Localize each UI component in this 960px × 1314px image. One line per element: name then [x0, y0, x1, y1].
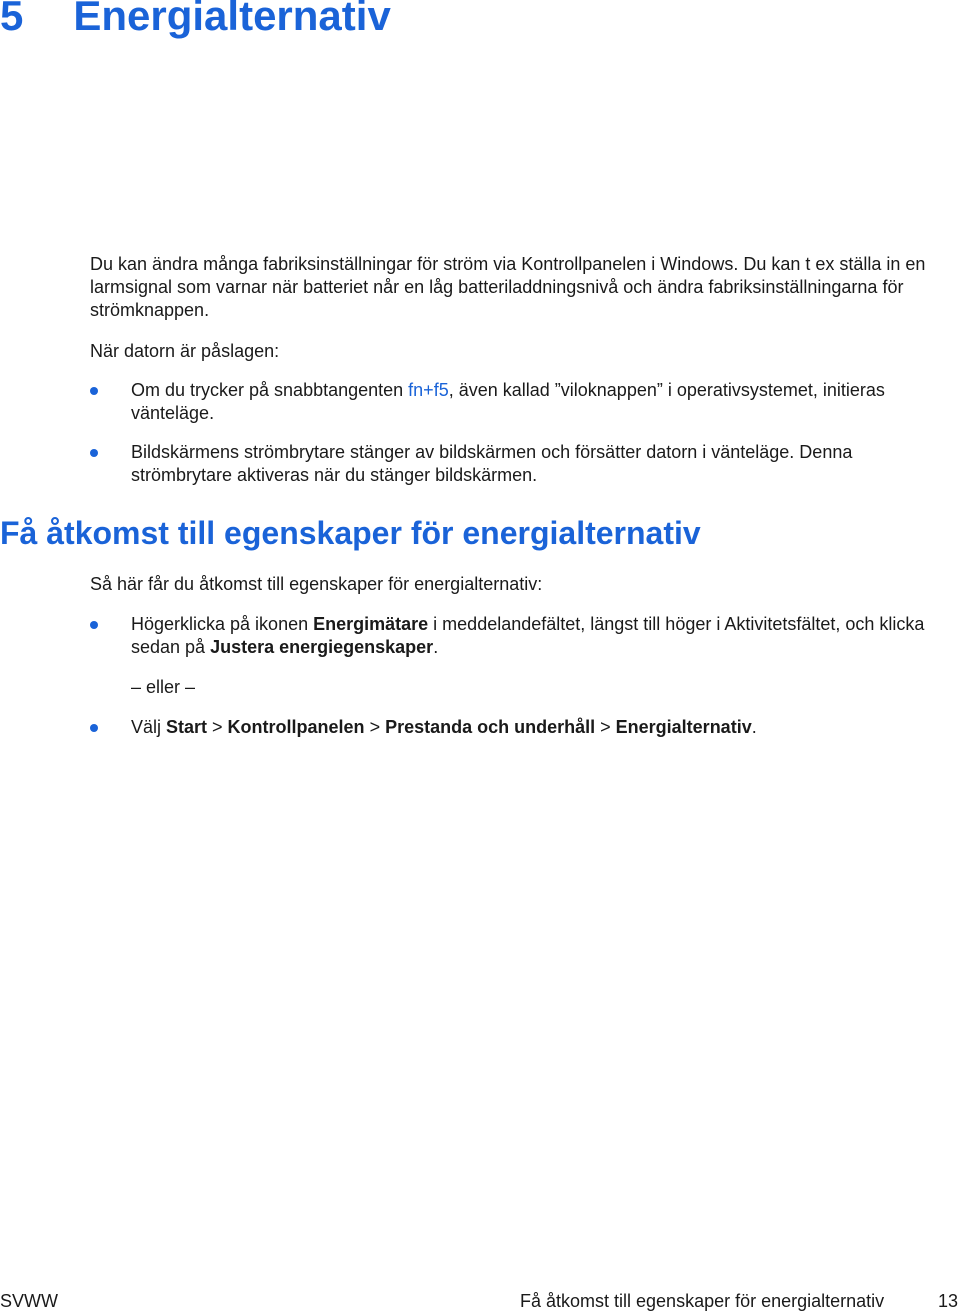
text-span: Välj — [131, 717, 167, 737]
ui-term: Energimätare — [313, 614, 429, 634]
hotkey-link[interactable]: fn+f5 — [408, 380, 449, 400]
text-span: . — [433, 637, 439, 657]
text-span: > — [595, 717, 616, 737]
section-heading: Få åtkomst till egenskaper för energialternativ — [0, 515, 701, 551]
or-separator: – eller – — [131, 677, 196, 697]
bullet-icon — [90, 387, 98, 395]
intro-paragraph: Du kan ändra många fabriksinställningar för ström via Kontrollpanelen i Windows. Du kan t ex ställa in en larmsignal som varnar när batteriet når en låg batteriladdningsnivå och ändra fabriksinställningarna för strömknappen. — [90, 254, 926, 320]
ui-term: Kontrollpanelen — [227, 717, 365, 737]
bullet-icon — [90, 724, 98, 732]
text-span: Högerklicka på ikonen — [131, 614, 314, 634]
list-item-text — [131, 379, 951, 425]
ui-term: Energialternativ — [615, 717, 752, 737]
text-span: i meddelandefältet, längst till höger i Aktivitetsfältet, och klicka sedan på — [131, 614, 925, 657]
list-item-text — [131, 716, 951, 739]
section-lead: Så här får du åtkomst till egenskaper för energialternativ: — [90, 574, 543, 594]
list-item-text: Bildskärmens strömbrytare stänger av bildskärmen och försätter datorn i vänteläge. Denna strömbrytare aktiveras när du stänger bildskärmen. — [131, 442, 853, 485]
text-span: > — [207, 717, 228, 737]
chapter-title-text: Energialternativ — [73, 0, 391, 39]
text-span: . — [751, 717, 757, 737]
chapter-number: 5 — [0, 0, 24, 39]
bullet-icon — [90, 449, 98, 457]
text-span: > — [364, 717, 386, 737]
ui-term: Prestanda och underhåll — [385, 717, 596, 737]
footer-left: SVWW — [0, 1291, 58, 1311]
intro-lead: När datorn är påslagen: — [90, 341, 280, 361]
list-item-text — [131, 613, 951, 659]
ui-term: Justera energiegenskaper — [210, 637, 434, 657]
ui-term: Start — [166, 717, 208, 737]
bullet-icon — [90, 621, 98, 629]
footer-section: Få åtkomst till egenskaper för energialternativ — [520, 1291, 885, 1311]
text-span: , även kallad ”viloknappen” i operativsystemet, initieras vänteläge. — [131, 380, 885, 423]
chapter-title — [0, 0, 391, 40]
text-span: Om du trycker på snabbtangenten — [131, 380, 409, 400]
page-number: 13 — [938, 1291, 959, 1311]
